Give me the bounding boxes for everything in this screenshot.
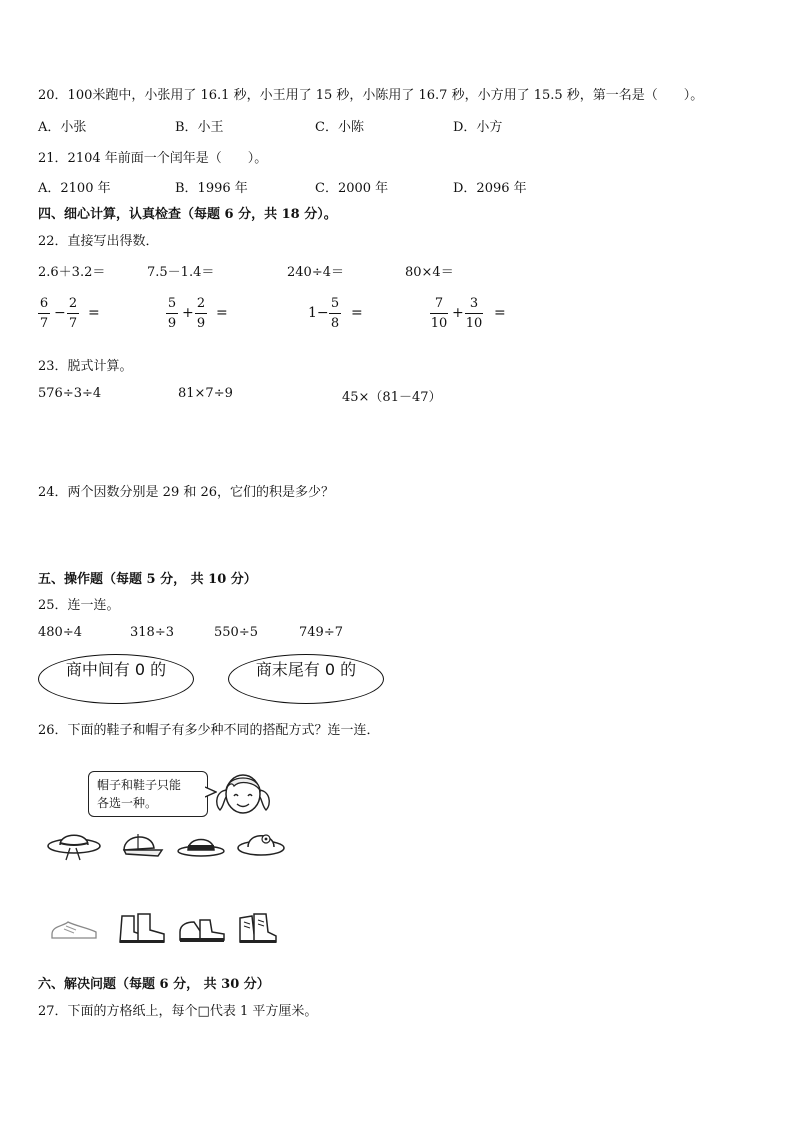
- plus-sign: +: [182, 305, 194, 321]
- denominator: 7: [39, 316, 49, 331]
- section5-title: 五、操作题（每题 5 分， 共 10 分）: [38, 572, 257, 587]
- fedora-hat-icon: [176, 830, 226, 858]
- q24-stem: 24．两个因数分别是 29 和 26，它们的积是多少？: [38, 485, 335, 500]
- q25-stem: 25．连一连。: [38, 598, 120, 613]
- q27-stem: 27．下面的方格纸上，每个□代表 1 平方厘米。: [38, 1004, 318, 1019]
- bubble-line-2: 各选一种。: [97, 796, 158, 810]
- q25-expr-4: 749÷7: [299, 625, 343, 640]
- q25-expr-3: 550÷5: [214, 625, 258, 640]
- q23-stem: 23．脱式计算。: [38, 359, 133, 374]
- oval-quotient-end-zero[interactable]: [228, 654, 384, 704]
- section4-title: 四、细心计算，认真检查（每题 6 分，共 18 分）。: [38, 207, 337, 222]
- numerator: 5: [167, 296, 177, 311]
- oval-label: 商末尾有 0 的: [255, 660, 357, 679]
- equals-sign: =: [351, 305, 363, 321]
- high-top-sneakers-icon: [236, 910, 280, 946]
- q21-option-b: B．1996 年: [175, 181, 248, 196]
- fraction-2-7: [67, 296, 79, 331]
- one-minus: 1−: [308, 305, 329, 321]
- girl-icon: [210, 760, 276, 826]
- speech-bubble: [88, 771, 208, 817]
- equals-sign: =: [88, 305, 100, 321]
- oval-quotient-middle-zero[interactable]: [38, 654, 194, 704]
- denominator: 9: [196, 316, 206, 331]
- fraction-6-7: [38, 296, 50, 331]
- baseball-cap-icon: [118, 828, 164, 860]
- fraction-7-10: [430, 296, 448, 331]
- minus-sign: −: [54, 305, 66, 321]
- plus-sign: +: [452, 305, 464, 321]
- q20-option-a: A．小张: [38, 120, 87, 135]
- q20-stem: 20．100米跑中，小张用了 16.1 秒，小王用了 15 秒，小陈用了 16.7 秒，小方用了 15.5 秒，第一名是（ ）。: [38, 88, 704, 103]
- flower-hat-icon: [236, 826, 286, 860]
- bubble-line-1: 帽子和鞋子只能: [97, 778, 182, 792]
- equals-sign: =: [216, 305, 228, 321]
- numerator: 2: [196, 296, 206, 311]
- numerator: 5: [330, 296, 340, 311]
- boots-icon: [116, 910, 170, 946]
- section6-title: 六、解决问题（每题 6 分， 共 30 分）: [38, 977, 270, 992]
- q21-option-c: C．2000 年: [315, 181, 389, 196]
- q21-stem: 21．2104 年前面一个闰年是（ ）。: [38, 151, 268, 166]
- q26-stem: 26．下面的鞋子和帽子有多少种不同的搭配方式？连一连．: [38, 723, 380, 738]
- denominator: 7: [68, 316, 78, 331]
- denominator: 10: [430, 316, 448, 331]
- sun-hat-icon: [46, 826, 102, 862]
- q22-expr-2: 7.5－1.4＝: [147, 265, 215, 280]
- numerator: 7: [434, 296, 444, 311]
- q22-expr-1: 2.6＋3.2＝: [38, 265, 106, 280]
- q21-option-a: A．2100 年: [38, 181, 111, 196]
- q22-expr-3: 240÷4＝: [287, 265, 344, 280]
- q20-option-b: B．小王: [175, 120, 224, 135]
- denominator: 8: [330, 316, 340, 331]
- numerator: 2: [68, 296, 78, 311]
- hiking-shoes-icon: [176, 912, 228, 946]
- q21-option-d: D．2096 年: [453, 181, 527, 196]
- equals-sign: =: [494, 305, 506, 321]
- q22-expr-4: 80×4＝: [405, 265, 454, 280]
- sneaker-icon: [48, 916, 100, 944]
- oval-label: 商中间有 0 的: [65, 660, 167, 679]
- q20-option-d: D．小方: [453, 120, 503, 135]
- fraction-2-9: [195, 296, 207, 331]
- fraction-5-9: [166, 296, 178, 331]
- q25-expr-2: 318÷3: [130, 625, 174, 640]
- denominator: 9: [167, 316, 177, 331]
- q23-expr-3: 45×（81－47）: [342, 390, 442, 405]
- q20-option-c: C．小陈: [315, 120, 364, 135]
- numerator: 6: [39, 296, 49, 311]
- numerator: 3: [469, 296, 479, 311]
- q23-expr-2: 81×7÷9: [178, 386, 233, 401]
- denominator: 10: [465, 316, 483, 331]
- fraction-5-8: [329, 296, 341, 331]
- fraction-3-10: [465, 296, 483, 331]
- q25-expr-1: 480÷4: [38, 625, 82, 640]
- q22-stem: 22．直接写出得数．: [38, 234, 159, 249]
- q23-expr-1: 576÷3÷4: [38, 386, 102, 401]
